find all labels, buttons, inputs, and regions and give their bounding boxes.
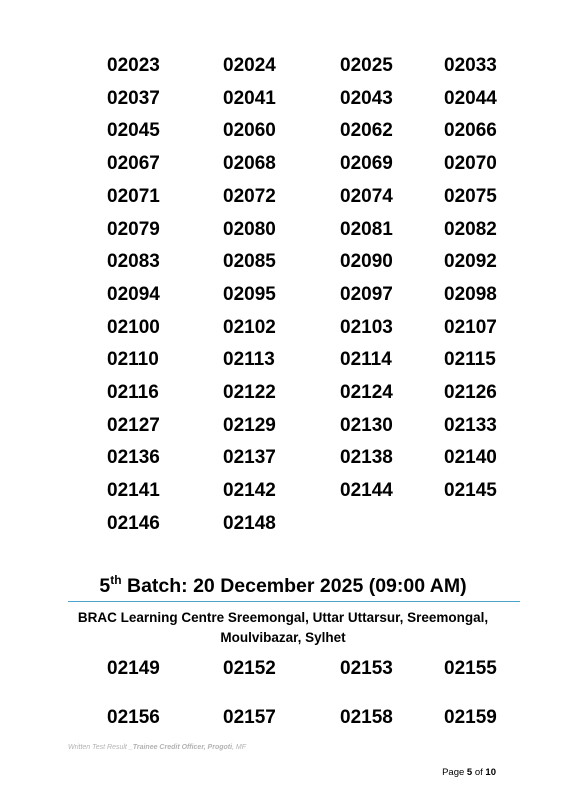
roll-number-cell: 02130 — [340, 414, 393, 436]
roll-number-cell: 02098 — [444, 283, 497, 305]
roll-number-cell: 02097 — [340, 283, 393, 305]
page-number — [442, 767, 496, 778]
roll-number-cell: 02158 — [340, 707, 393, 728]
batch-heading — [0, 573, 566, 599]
roll-number-cell: 02074 — [340, 185, 393, 207]
roll-number-cell: 02146 — [107, 512, 160, 534]
roll-number-cell: 02092 — [444, 251, 497, 273]
batch-title-text: Batch: 20 December 2025 (09:00 AM) — [121, 575, 467, 597]
roll-number-cell: 02153 — [340, 658, 393, 679]
roll-number-cell: 02072 — [223, 185, 276, 207]
footer-prefix: Written Test Result _ — [68, 744, 133, 751]
roll-number-cell: 02141 — [107, 480, 160, 502]
venue-line-2: Moulvibazar, Sylhet — [220, 630, 346, 645]
roll-number-cell: 02152 — [223, 658, 276, 679]
roll-number-cell: 02066 — [444, 120, 497, 142]
footer-position: Trainee Credit Officer, Progoti — [132, 744, 233, 751]
roll-number-cell: 02145 — [444, 480, 497, 502]
roll-number-cell: 02083 — [107, 251, 160, 273]
page-total: 10 — [485, 767, 496, 778]
footer-document-title — [68, 744, 246, 751]
roll-number-cell: 02138 — [340, 447, 393, 469]
roll-number-cell: 02159 — [444, 707, 497, 728]
roll-number-cell: 02070 — [444, 153, 497, 175]
roll-number-cell: 02033 — [444, 55, 497, 76]
roll-number-cell: 02155 — [444, 658, 497, 679]
page-label: Page — [442, 767, 467, 778]
roll-number-cell: 02127 — [107, 414, 160, 436]
roll-number-cell: 02156 — [107, 707, 160, 728]
roll-number-cell: 02095 — [223, 283, 276, 305]
roll-number-cell: 02044 — [444, 87, 497, 109]
page-of: of — [472, 767, 486, 778]
roll-number-cell: 02102 — [223, 316, 276, 338]
roll-number-cell: 02067 — [107, 153, 160, 175]
roll-number-cell: 02024 — [223, 55, 276, 76]
roll-number-cell: 02060 — [223, 120, 276, 142]
roll-number-cell: 02079 — [107, 218, 160, 240]
roll-number-cell: 02142 — [223, 480, 276, 502]
roll-number-cell: 02082 — [444, 218, 497, 240]
roll-number-cell: 02069 — [340, 153, 393, 175]
footer-suffix: , MF — [232, 744, 247, 751]
roll-number-cell: 02045 — [107, 120, 160, 142]
roll-number-cell: 02114 — [340, 349, 392, 371]
batch-ordinal: 5 — [99, 575, 111, 597]
roll-number-cell: 02085 — [223, 251, 276, 273]
roll-number-cell: 02071 — [107, 185, 160, 207]
roll-number-cell: 02081 — [340, 218, 393, 240]
roll-number-cell: 02110 — [107, 349, 159, 371]
roll-number-cell: 02100 — [107, 316, 160, 338]
roll-number-cell: 02126 — [444, 382, 497, 403]
roll-number-cell: 02090 — [340, 251, 393, 273]
roll-number-cell: 02080 — [223, 218, 276, 240]
roll-number-cell: 02115 — [444, 349, 496, 371]
roll-number-cell: 02140 — [444, 447, 497, 469]
roll-number-cell: 02129 — [223, 414, 276, 436]
roll-number-cell: 02025 — [340, 55, 393, 76]
roll-number-cell: 02094 — [107, 283, 160, 305]
roll-number-cell: 02103 — [340, 316, 393, 338]
roll-number-cell: 02122 — [223, 382, 276, 403]
roll-number-cell: 02068 — [223, 153, 276, 175]
venue-address — [0, 608, 566, 648]
venue-line-1: BRAC Learning Centre Sreemongal, Uttar Uttarsur, Sreemongal, — [77, 610, 489, 625]
roll-number-cell: 02149 — [107, 658, 160, 679]
roll-number-cell: 02043 — [340, 87, 393, 109]
roll-number-cell: 02137 — [223, 447, 276, 469]
page-current: 5 — [466, 767, 473, 778]
roll-number-cell: 02144 — [340, 480, 393, 502]
roll-number-cell: 02023 — [107, 55, 160, 76]
roll-number-cell: 02037 — [107, 87, 160, 109]
roll-number-cell: 02136 — [107, 447, 160, 469]
roll-number-cell: 02107 — [444, 316, 497, 338]
roll-number-cell: 02157 — [223, 707, 276, 728]
roll-number-cell: 02124 — [340, 382, 393, 403]
roll-number-cell: 02041 — [223, 87, 276, 109]
roll-number-cell: 02116 — [107, 382, 159, 403]
roll-number-cell: 02148 — [223, 512, 276, 534]
batch-ordinal-suffix: th — [110, 572, 122, 587]
roll-number-cell: 02062 — [340, 120, 393, 142]
heading-divider — [68, 601, 520, 602]
roll-number-cell: 02113 — [223, 349, 275, 371]
roll-number-cell: 02075 — [444, 185, 497, 207]
roll-number-cell: 02133 — [444, 414, 497, 436]
